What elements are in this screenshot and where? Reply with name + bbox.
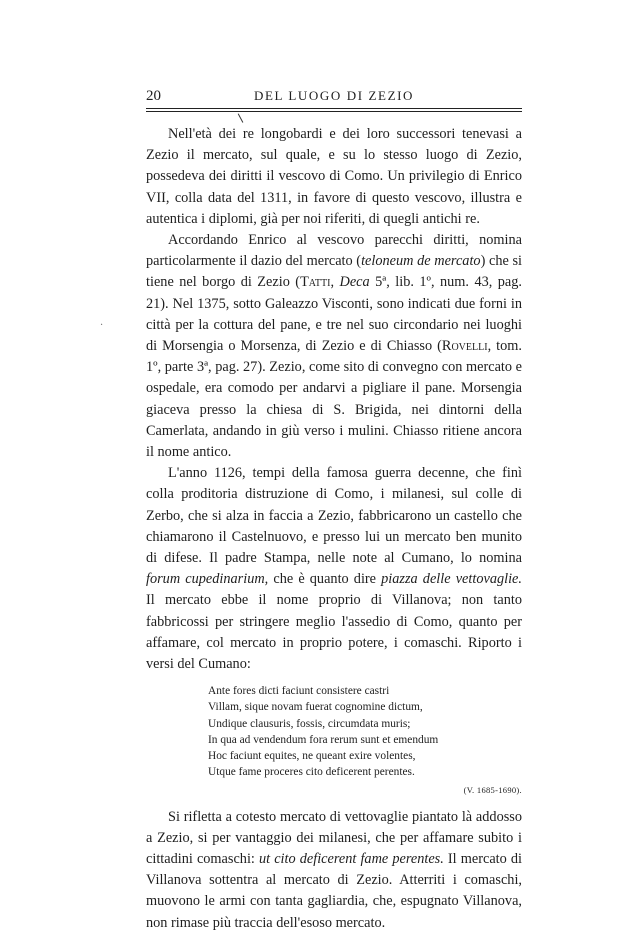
p2-author-rovelli: Rovelli xyxy=(441,338,488,355)
p2-italic-deca: Deca xyxy=(339,274,370,291)
page-header xyxy=(146,86,522,106)
p2-text-g: 5ª, lib. 1º, num. 43, pag. 21). Nel 1375, sotto Galeazzo Visconti, sono indicati due forni in città per la cottura del pane, e tre nel suo circondario nei luoghi di Morsengia o Morsenza, di Zezio e di Chiasso ( xyxy=(146,274,522,355)
p3-text-a: L'anno 1126, tempi della famosa guerra decenne, che finì colla proditoria distruzione di Como, i milanesi, sul colle di Zerbo, che si alza in faccia a Zezio, fabbricarono un castello che chiamarono il Castelnuovo, e presso lui un mercato ben munito di difese. Il padre Stampa, nelle note al Cumano, lo nomina xyxy=(146,465,522,567)
verse-line: Utque fame proceres cito deficerent perentes. xyxy=(208,766,415,779)
p2-text-i: , tom. 1º, parte 3ª, pag. 27). Zezio, come sito di convegno con mercato e ospedale, era comodo per andarvi a pigliare il pane. Morsengia giaceva presso la chiesa di S. Brigida, nei dintorni della Camerlata, andando in giù verso i mulini. Chiasso ritiene ancora il nome antico. xyxy=(146,338,522,461)
paragraph-3 xyxy=(146,463,522,675)
p4-text-a: Si rifletta a cotesto mercato di vettovaglie piantato là addosso a Zezio, si per vantaggio dei milanesi, che per affamare subito i cittadini comaschi: xyxy=(146,808,522,867)
p4-text-c: Il mercato di Villanova sottentra al mercato di Zezio. Atterriti i comaschi, muovono le armi con tanta gagliardia, che, espugnato Villanova, non rimase più traccia dell'esoso mercato. xyxy=(146,850,522,931)
verse-line: Ante fores dicti faciunt consistere castri xyxy=(208,685,390,698)
verse-reference: (V. 1685-1690). xyxy=(463,784,522,795)
verse-line: Undique clausuris, fossis, circumdata muris; xyxy=(208,717,411,730)
verse-line: In qua ad vendendum fora rerum sunt et emendum xyxy=(208,733,439,746)
verse-line: Hoc faciunt equites, ne queant exire volentes, xyxy=(208,750,416,763)
p2-text-a: Accordando Enrico al vescovo parecchi diritti, nomina particolarmente il dazio del mercato ( xyxy=(146,232,522,270)
p2-author-tatti: Tatti xyxy=(300,274,331,291)
verse-quotation xyxy=(146,683,522,796)
header-rule-thick xyxy=(146,108,522,109)
paragraph-4 xyxy=(146,807,522,934)
margin-speck: · xyxy=(100,320,104,331)
p3-italic-piazza: piazza delle vettovaglie. xyxy=(381,571,522,588)
paragraph-1-text: Nell'età dei re longobardi e dei loro successori tenevasi a Zezio il mercato, sul quale, e su lo stesso luogo di Zezio, possedeva dei diritti il vescovo di Como. Un privilegio di Enrico VII, colla data del 1311, in favore di questo vescovo, illustra e autentica i diplomi, già per noi riferiti, di quegli antichi re. xyxy=(146,126,522,227)
p2-italic-teloneum: teloneum de mercato xyxy=(361,253,481,270)
page-number: 20 xyxy=(146,88,161,104)
p2-text-c: ) che si tiene nel borgo di Zezio ( xyxy=(146,253,522,291)
ink-mark xyxy=(238,113,244,122)
running-title: DEL LUOGO DI ZEZIO xyxy=(253,88,415,103)
p4-italic-quote: ut cito deficerent fame perentes. xyxy=(259,850,444,867)
header-rule-thin xyxy=(146,111,522,112)
verse-line: Villam, sique novam fuerat cognomine dictum, xyxy=(208,701,423,714)
p3-italic-forum: forum cupedinarium, xyxy=(146,571,269,588)
p3-text-c: che è quanto dire xyxy=(268,571,382,588)
paragraph-1 xyxy=(146,124,522,230)
paragraph-2 xyxy=(146,230,522,463)
p2-text-e: , xyxy=(330,274,340,291)
p3-text-e: Il mercato ebbe il nome proprio di Villanova; non tanto fabbricossi per stringere meglio l'assedio di Como, quanto per affamare, col mercato in proprio potere, i comaschi. Riporto i versi del Cumano: xyxy=(146,592,522,673)
body-text xyxy=(146,124,522,934)
